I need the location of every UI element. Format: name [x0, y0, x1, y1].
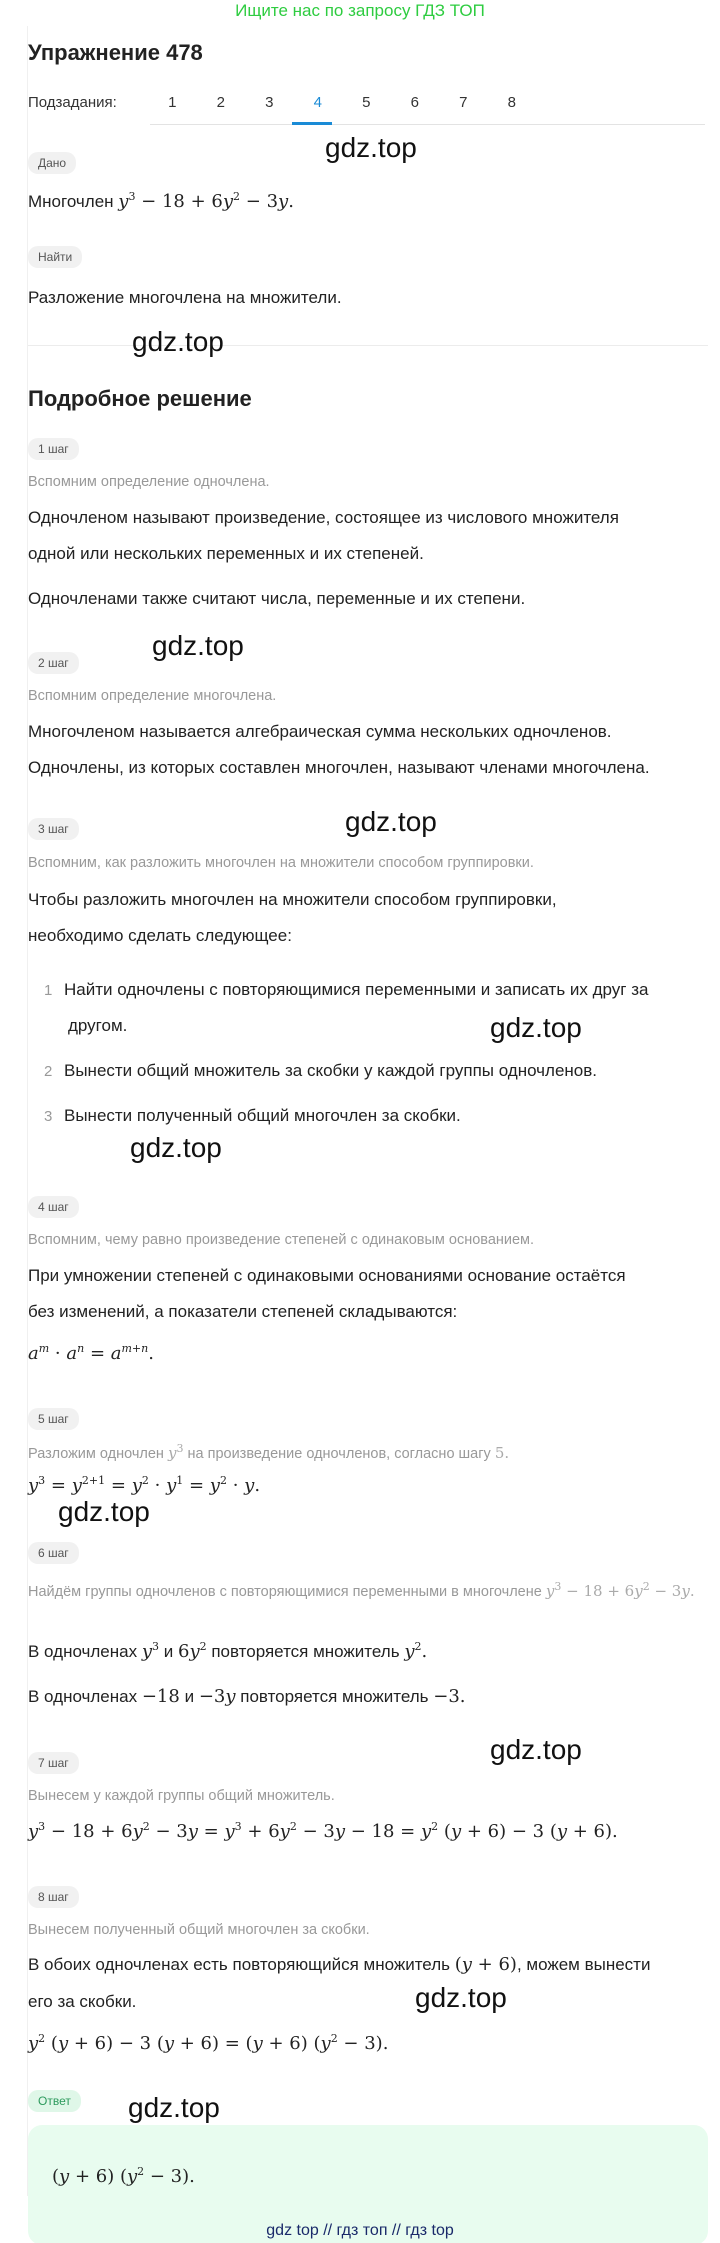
watermark-3: gdz.top [152, 630, 244, 661]
step6-badge: 6 шаг [28, 1542, 79, 1564]
step6-hint-expr: $y^3 - 18 + 6y^2 - 3y$. [545, 1580, 695, 1600]
subtasks-label: Подзадания: [28, 94, 117, 111]
step3-list-num-2: 2 [44, 1063, 53, 1080]
given-label: Многочлен [28, 192, 114, 211]
watermark-1: gdz.top [325, 132, 417, 163]
subtask-1[interactable]: 1 [168, 94, 177, 111]
step6-line2-part1: В одночленах [28, 1687, 138, 1706]
find-text: Разложение многочлена на множители. [28, 288, 342, 307]
step8-line1-expr: (y + 6) [454, 1954, 517, 1975]
footer-links[interactable]: gdz top // гдз топ // гдз top [266, 2222, 454, 2239]
step1-line3: Одночленами также считают числа, переменные и их степени. [28, 589, 526, 608]
step6-line1-part2: и [163, 1642, 174, 1661]
step3-list-item-3: Вынести полученный общий многочлен за скобки. [64, 1106, 461, 1125]
tabs-underline [150, 124, 705, 125]
step6-hint-text: Найдём группы одночленов с повторяющимися переменными в многочлене [28, 1584, 542, 1600]
step3-line1: Чтобы разложить многочлен на множители способом группировки, [28, 890, 557, 909]
subtask-2[interactable]: 2 [216, 94, 225, 111]
step6-line2-part2: и [184, 1687, 195, 1706]
step6-line2-expr1: −18 [141, 1686, 180, 1707]
step6-line2-expr3: −3. [433, 1686, 466, 1707]
step7-badge: 7 шаг [28, 1752, 79, 1774]
watermark-6: gdz.top [130, 1132, 222, 1163]
active-tab-indicator [292, 122, 332, 125]
watermark-9: gdz.top [415, 1982, 507, 2013]
step7-hint: Вынесем у каждой группы общий множитель. [28, 1788, 335, 1804]
top-banner[interactable]: Ищите нас по запросу ГДЗ ТОП [235, 1, 485, 20]
answer-badge: Ответ [28, 2090, 81, 2112]
step6-line2-part3: повторяется множитель [240, 1687, 429, 1706]
step4-formula: $a^m \cdot a^n = a^{m+n}$. [28, 1342, 154, 1364]
step4-badge: 4 шаг [28, 1196, 79, 1218]
step6-hint [28, 1576, 708, 1603]
step3-list-num-1: 1 [44, 982, 53, 999]
step5-hint [28, 1442, 509, 1462]
watermark-4: gdz.top [345, 806, 437, 837]
step6-line2 [28, 1686, 466, 1707]
step6-line1-expr2: $6y^2$ [177, 1640, 207, 1662]
given-text [28, 190, 294, 212]
step2-line1: Многочленом называется алгебраическая сумма нескольких одночленов. [28, 722, 612, 741]
step8-line1 [28, 1954, 650, 1975]
step7-formula: $y^3 - 18 + 6y^2 - 3y = y^3 + 6y^2 - 3y - 18 = y^2$ (y + 6) − 3 (y + 6). [28, 1820, 618, 1842]
step6-line1-expr3: $y^2$. [404, 1640, 428, 1662]
subtask-6[interactable]: 6 [410, 94, 419, 111]
step8-badge: 8 шаг [28, 1886, 79, 1908]
find-badge: Найти [28, 246, 82, 268]
page-title: Упражнение 478 [28, 40, 203, 65]
step8-formula: $y^2$ (y + 6) − 3 (y + 6) = (y + 6) $(y^2 - 3)$. [28, 2032, 389, 2054]
step6-line2-expr2: −3y [198, 1686, 236, 1707]
step3-line2: необходимо сделать следующее: [28, 926, 292, 945]
given-badge: Дано [28, 152, 76, 174]
step1-line2: одной или нескольких переменных и их степеней. [28, 544, 424, 563]
step5-hint-expr: $y^3$ [167, 1442, 184, 1462]
step6-line1-expr1: $y^3$ [141, 1640, 160, 1662]
step3-list-item-1a: Найти одночлены с повторяющимися переменными и записать их друг за [64, 980, 649, 999]
subtask-5[interactable]: 5 [362, 94, 371, 111]
step2-hint: Вспомним определение многочлена. [28, 688, 277, 704]
watermark-2: gdz.top [132, 326, 224, 357]
subtask-4[interactable]: 4 [313, 94, 322, 111]
step3-list-item-1b: другом. [68, 1016, 128, 1035]
subtasks-nav [28, 94, 536, 111]
step1-badge: 1 шаг [28, 438, 79, 460]
given-expr: $y^3 - 18 + 6y^2 - 3y$. [118, 190, 294, 212]
step5-badge: 5 шаг [28, 1408, 79, 1430]
step3-list-num-3: 3 [44, 1108, 53, 1125]
answer-formula: (y + 6) $(y^2 - 3)$. [52, 2165, 195, 2187]
solution-title: Подробное решение [28, 386, 252, 411]
step1-hint: Вспомним определение одночлена. [28, 474, 270, 490]
step3-hint: Вспомним, как разложить многочлен на множители способом группировки. [28, 855, 534, 871]
subtask-7[interactable]: 7 [459, 94, 468, 111]
subtask-8[interactable]: 8 [507, 94, 516, 111]
subtask-3[interactable]: 3 [265, 94, 274, 111]
step8-line2: его за скобки. [28, 1992, 137, 2011]
step2-badge: 2 шаг [28, 652, 79, 674]
watermark-5: gdz.top [490, 1012, 582, 1043]
step5-hint-part1: Разложим одночлен [28, 1446, 164, 1462]
step6-line1-part1: В одночленах [28, 1642, 138, 1661]
step8-hint: Вынесем полученный общий многочлен за скобки. [28, 1922, 370, 1938]
step5-formula: $y^3 = y^{2+1} = y^2 \cdot y^1 = y^2 \cdot y$. [28, 1474, 261, 1496]
step3-list-item-2: Вынести общий множитель за скобки у каждой группы одночленов. [64, 1061, 598, 1080]
step6-line1-part3: повторяется множитель [211, 1642, 400, 1661]
step3-badge: 3 шаг [28, 818, 79, 840]
step2-line2: Одночлены, из которых составлен многочлен, называют членами многочлена. [28, 758, 650, 777]
step5-hint-part2: на произведение одночленов, согласно шагу [187, 1446, 491, 1462]
watermark-7: gdz.top [58, 1496, 150, 1527]
step4-hint: Вспомним, чему равно произведение степеней с одинаковым основанием. [28, 1232, 535, 1248]
step8-line1-tail: , можем вынести [516, 1955, 651, 1974]
divider [28, 345, 708, 346]
step1-line1: Одночленом называют произведение, состоящее из числового множителя [28, 508, 619, 527]
step4-line2: без изменений, а показатели степеней складываются: [28, 1302, 458, 1321]
step5-hint-num: 5. [494, 1444, 510, 1462]
step6-line1 [28, 1640, 427, 1662]
step8-line1-text: В обоих одночленах есть повторяющийся множитель [28, 1955, 450, 1974]
watermark-10: gdz.top [128, 2092, 220, 2123]
watermark-8: gdz.top [490, 1734, 582, 1765]
step4-line1: При умножении степеней с одинаковыми основаниями основание остаётся [28, 1266, 626, 1285]
